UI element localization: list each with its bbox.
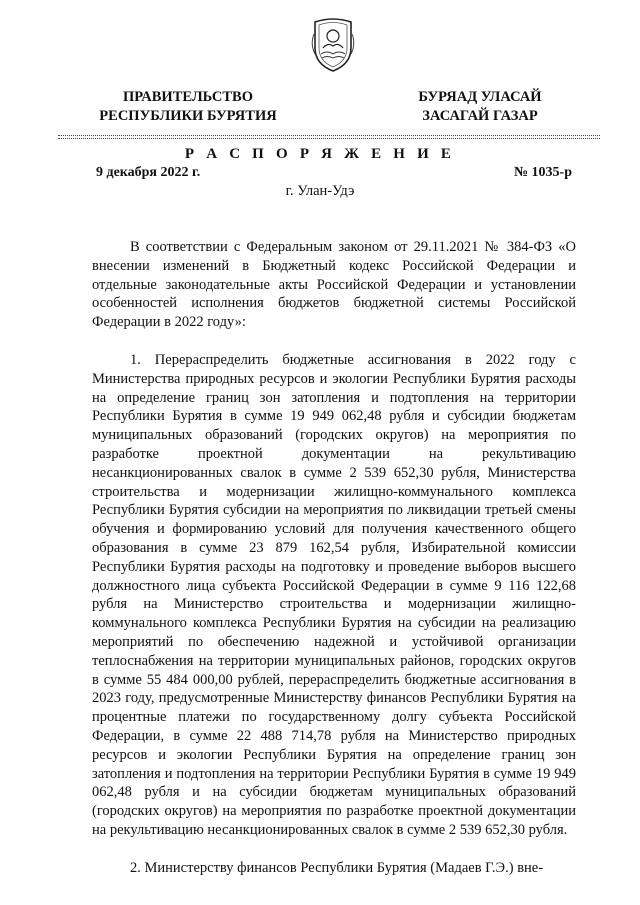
header-divider	[58, 135, 600, 136]
coat-of-arms-icon	[309, 14, 357, 74]
document-city: г. Улан-Удэ	[285, 183, 355, 199]
header-left-line1: ПРАВИТЕЛЬСТВО	[123, 89, 253, 105]
government-name-russian	[88, 88, 288, 126]
government-name-buryat	[400, 88, 560, 126]
document-date: 9 декабря 2022 г.	[96, 165, 201, 180]
preamble-paragraph: В соответствии с Федеральным законом от 29.11.2021 № 384-ФЗ «О внесении изменений в Бюджетный кодекс Российской Федерации и отдельные законодательные акты Российской Федерации и установлении особенностей исполнения бюджетов бюджетной системы Российской Федерации в 2022 году»:	[92, 239, 576, 331]
header-right-line2: ЗАСАГАЙ ГАЗАР	[422, 108, 538, 124]
document-type: Р А С П О Р Я Ж Е Н И Е	[184, 146, 456, 162]
document-body	[92, 238, 576, 878]
document-number: № 1035-р	[513, 165, 572, 180]
header-divider-second	[58, 138, 600, 139]
paragraph-2: 2. Министерству финансов Республики Бурятия (Мадаев Г.Э.) вне-	[130, 859, 544, 876]
paragraph-1: 1. Перераспределить бюджетные ассигнования в 2022 году с Министерства природных ресурсов и экологии Республики Бурятия расходы на определение границ зон затопления и подтопления на территории Республики Бурятия в сумме 19 949 062,48 рубля и субсидии бюджетам муниципальных образований (городских округов) на мероприятия по разработке проектной документации на рекультивацию несанкционированных свалок в сумме 2 539 652,30 рубля, Министерства строительства и модернизации жилищно-коммунального комплекса Республики Бурятия субсидии на мероприятия по ликвидации третьей смены обучения и формированию условий для получения качественного общего образования в сумме 23 879 162,54 рубля, Избирательной комиссии Республики Бурятия расходы на подготовку и проведение выборов высшего должностного лица субъекта Российской Федерации в сумме 9 116 122,68 рубля на Министерство строительства и модернизации жилищно-коммунального комплекса Республики Бурятия на субсидии на реализацию мероприятий по обеспечению надежной и устойчивой организации теплоснабжения на территории муниципальных районов, городских округов в сумме 55 484 000,00 рублей, перераспределить бюджетные ассигнования в 2023 году, предусмотренные Министерству финансов Республики Бурятия на процентные платежи по государственному долгу субъекта Российской Федерации, в сумме 22 488 714,78 рубля на Министерство природных ресурсов и экологии Республики Бурятия на определение границ зон затопления и подтопления на территории Республики Бурятия в сумме 19 949 062,48 рубля и на субсидии бюджетам муниципальных образований (городских округов) на мероприятия по разработке проектной документации на рекультивацию несанкционированных свалок в сумме 2 539 652,30 рубля.	[92, 351, 576, 838]
header-right-line1: БУРЯАД УЛАСАЙ	[418, 89, 542, 105]
header-left-line2: РЕСПУБЛИКИ БУРЯТИЯ	[99, 108, 277, 124]
